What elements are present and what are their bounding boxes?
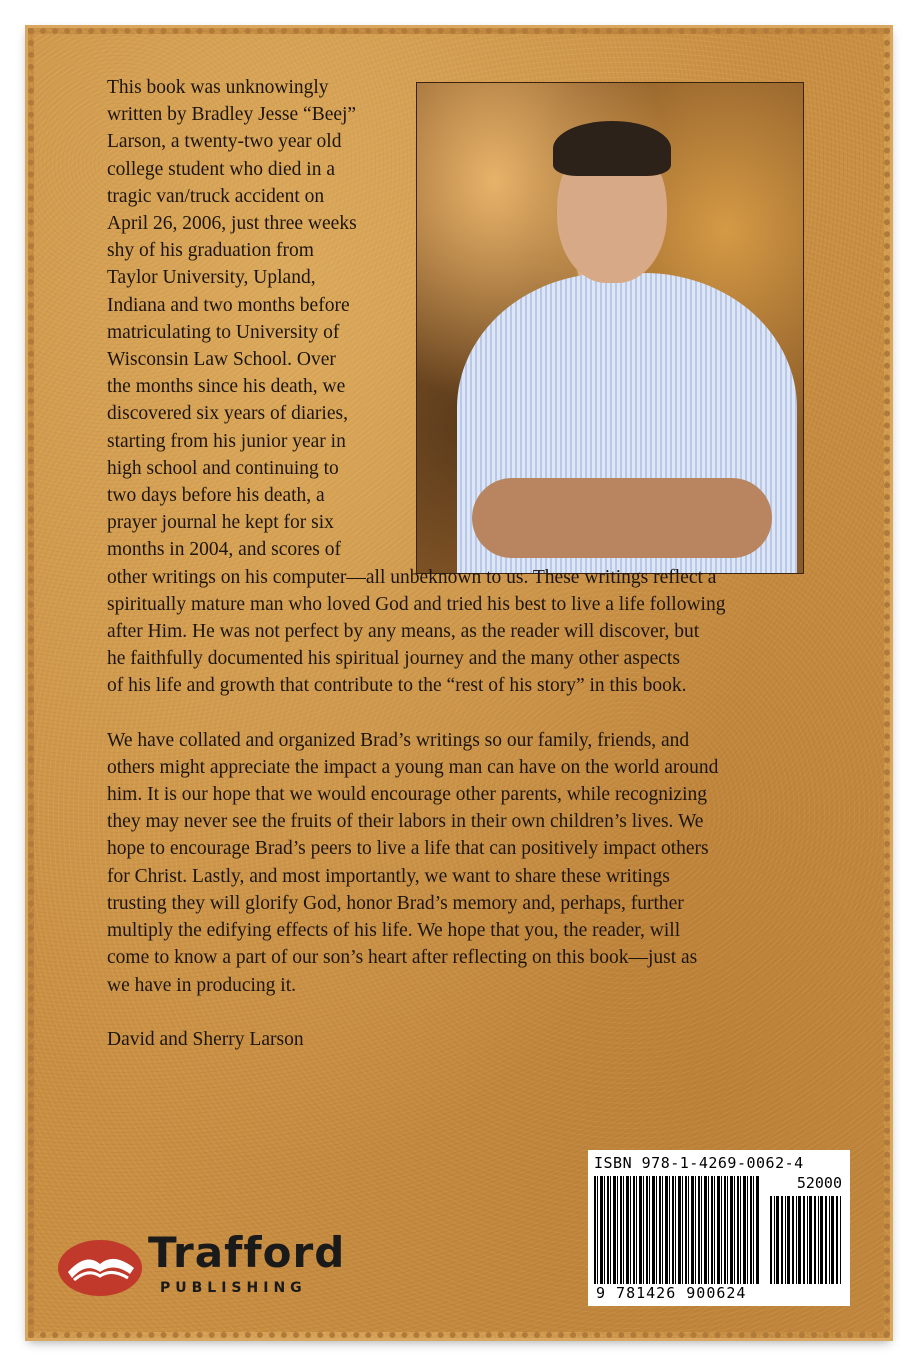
text-line: other writings on his computer—all unbeknown to us. These writings reflect a: [107, 566, 717, 588]
text-line: come to know a part of our son’s heart after reflecting on this book—just as: [107, 947, 698, 969]
barcode-bars: [594, 1176, 760, 1284]
price-code: 52000: [796, 1174, 842, 1192]
blurb-paragraph-1: [107, 74, 797, 700]
text-line: after Him. He was not perfect by any means, as the reader will discover, but: [107, 621, 700, 643]
open-book-swoosh-icon: [56, 1234, 144, 1298]
publisher-subtitle: PUBLISHING: [160, 1280, 307, 1296]
text-line: prayer journal he kept for six: [107, 512, 334, 534]
blurb-text: [107, 74, 797, 1053]
text-line: the months since his death, we: [107, 376, 346, 398]
text-line: months in 2004, and scores of: [107, 539, 341, 561]
text-line: matriculating to University of: [107, 321, 340, 343]
text-line: hope to encourage Brad’s peers to live a life that can positively impact others: [107, 838, 709, 860]
text-line: two days before his death, a: [107, 485, 325, 507]
text-line: Larson, a twenty-two year old: [107, 131, 342, 153]
text-line: written by Bradley Jesse “Beej”: [107, 104, 357, 126]
price-barcode-bars: [770, 1196, 842, 1284]
text-line: tragic van/truck accident on: [107, 185, 325, 207]
text-line: Indiana and two months before: [107, 294, 350, 316]
text-line: high school and continuing to: [107, 457, 339, 479]
text-line: of his life and growth that contribute to the “rest of his story” in this book.: [107, 675, 687, 697]
text-line: Taylor University, Upland,: [107, 267, 316, 289]
text-line: We have collated and organized Brad’s writings so our family, friends, and: [107, 729, 690, 751]
text-line: for Christ. Lastly, and most importantly, we want to share these writings: [107, 865, 670, 887]
text-line: others might appreciate the impact a young man can have on the world around: [107, 756, 719, 778]
text-line: trusting they will glorify God, honor Brad’s memory and, perhaps, further: [107, 892, 684, 914]
text-line: they may never see the fruits of their labors in their own children’s lives. We: [107, 811, 704, 833]
isbn-label: ISBN 978-1-4269-0062-4: [594, 1154, 804, 1172]
text-line: multiply the edifying effects of his life. We hope that you, the reader, will: [107, 920, 681, 942]
barcode-digits: 9 781426 900624: [596, 1284, 747, 1302]
signature: David and Sherry Larson: [107, 1028, 304, 1050]
publisher-logo: [56, 1228, 396, 1308]
blurb-full-width-lines: [107, 564, 797, 700]
isbn-barcode: [588, 1150, 850, 1306]
text-line: him. It is our hope that we would encourage other parents, while recognizing: [107, 784, 707, 806]
text-line: college student who died in a: [107, 158, 335, 180]
blurb-paragraph-2: [107, 727, 797, 999]
text-line: we have in producing it.: [107, 974, 296, 996]
text-line: starting from his junior year in: [107, 430, 346, 452]
text-line: spiritually mature man who loved God and tried his best to live a life following: [107, 593, 726, 615]
text-line: he faithfully documented his spiritual journey and the many other aspects: [107, 648, 680, 670]
text-line: shy of his graduation from: [107, 240, 314, 262]
blurb-wrap-column: [107, 74, 399, 564]
text-line: This book was unknowingly: [107, 77, 329, 98]
publisher-name: Trafford: [148, 1228, 346, 1277]
text-line: discovered six years of diaries,: [107, 403, 348, 425]
text-line: Wisconsin Law School. Over: [107, 349, 336, 371]
text-line: April 26, 2006, just three weeks: [107, 213, 357, 235]
